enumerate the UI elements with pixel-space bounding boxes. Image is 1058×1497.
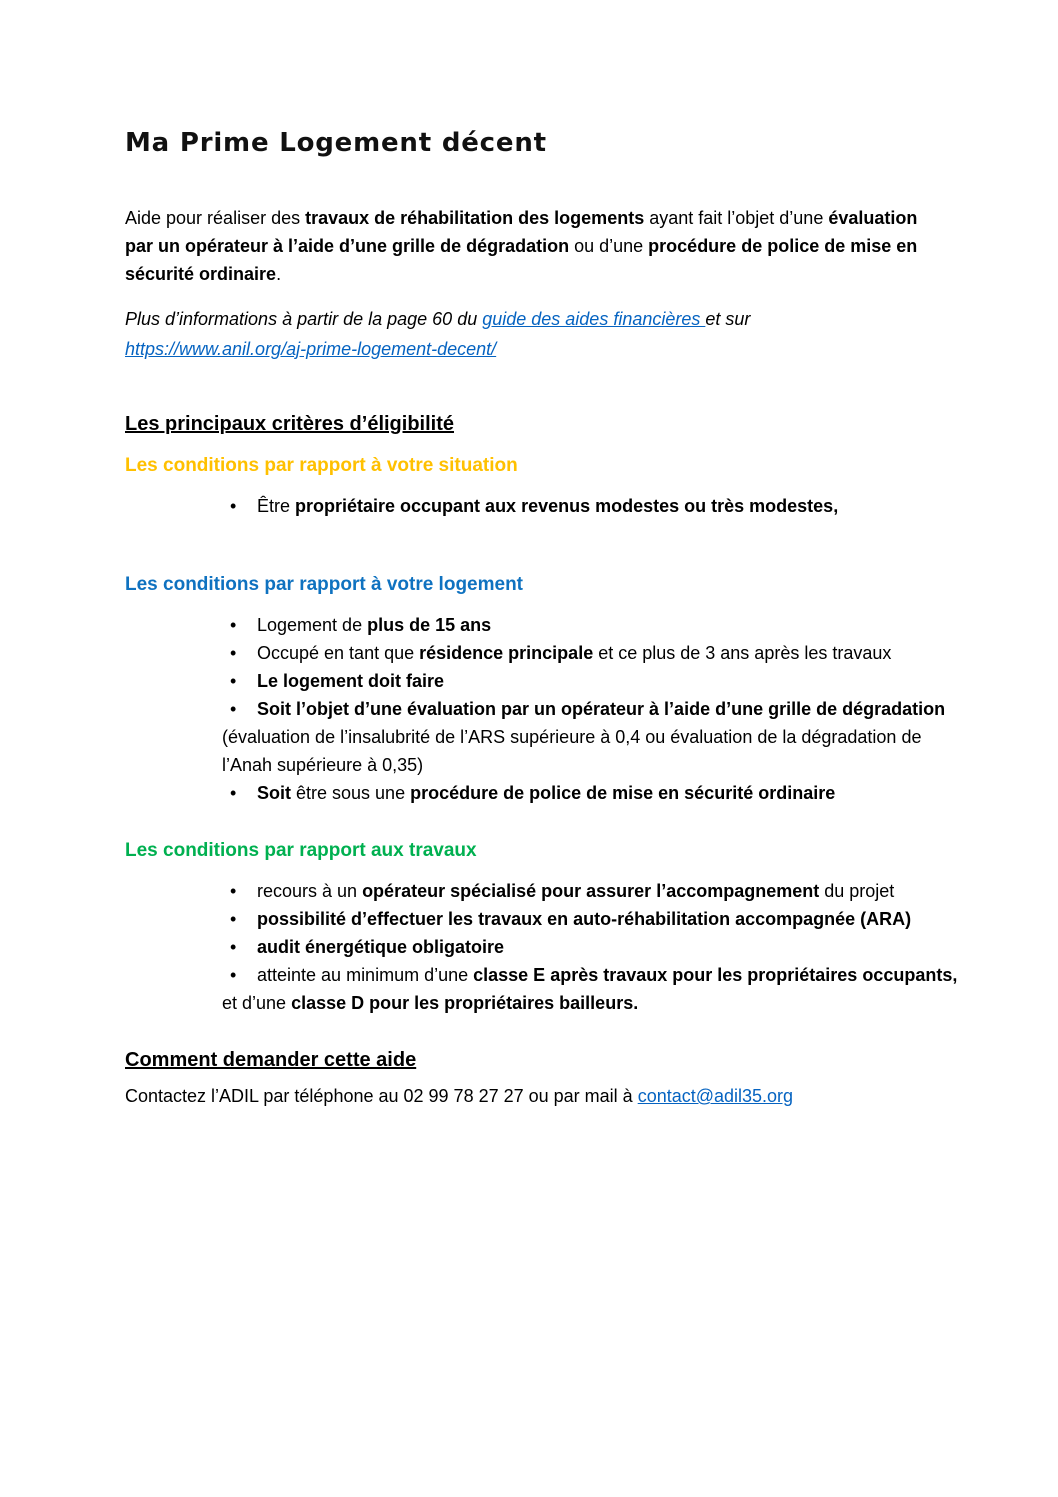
how-to-heading: Comment demander cette aide — [125, 1049, 417, 1071]
text-segment: l’Anah supérieure à 0,35) — [222, 755, 424, 775]
bullet-icon: • — [230, 615, 237, 635]
bullet-icon: • — [230, 909, 237, 929]
text-segment: être sous une — [291, 783, 411, 803]
text-segment: recours à un — [257, 881, 363, 901]
info-paragraph — [125, 304, 985, 364]
text-segment: Soit l’objet d’une évaluation par un opérateur à l’aide d’une grille de dégradation — [257, 699, 946, 719]
text-segment: Occupé en tant que — [257, 643, 420, 663]
bullet-icon: • — [230, 937, 237, 957]
contact-email-link[interactable]: contact@adil35.org — [637, 1086, 794, 1106]
bullet-item — [125, 779, 1005, 807]
text-segment: classe D pour les propriétaires bailleurs. — [291, 993, 639, 1013]
bullet-icon: • — [230, 496, 237, 516]
text-segment: classe E après travaux pour les propriétaires occupants, — [473, 965, 958, 985]
bullet-icon: • — [230, 699, 237, 719]
text-segment: Soit — [257, 783, 291, 803]
bullet-icon: • — [230, 643, 237, 663]
bullet-item — [125, 877, 1005, 905]
guide-des-aides-link[interactable]: guide des aides financières — [482, 309, 706, 329]
anil-url-link[interactable]: https://www.anil.org/aj-prime-logement-decent/ — [125, 339, 497, 359]
bullet-item — [125, 667, 1005, 695]
text-segment: et sur — [705, 309, 751, 329]
bullet-item — [125, 492, 1005, 520]
criteria-heading: Les principaux critères d’éligibilité — [125, 413, 454, 435]
text-segment: résidence principale — [419, 643, 594, 663]
bullet-item — [125, 611, 1005, 639]
text-segment: (évaluation de l’insalubrité de l’ARS supérieure à 0,4 ou évaluation de la dégradation de — [222, 727, 922, 747]
text-segment: et ce plus de 3 ans après les travaux — [593, 643, 892, 663]
text-segment: évaluation — [828, 208, 918, 228]
bullet-item — [125, 933, 1005, 961]
section-heading-travaux: Les conditions par rapport aux travaux — [125, 840, 477, 861]
text-segment: Aide pour réaliser des — [125, 208, 306, 228]
text-segment: sécurité ordinaire — [125, 264, 277, 284]
bullet-icon: • — [230, 671, 237, 691]
text-segment: et d’une — [222, 993, 292, 1013]
text-segment: Le logement doit faire — [257, 671, 445, 691]
text-segment: Être — [257, 496, 296, 516]
intro-paragraph — [125, 204, 985, 288]
page-title: Ma Prime Logement décent — [125, 128, 547, 158]
text-segment: audit énergétique obligatoire — [257, 937, 505, 957]
text-segment: opérateur spécialisé pour assurer l’accompagnement — [362, 881, 820, 901]
bullet-list-situation — [125, 492, 1005, 520]
contact-paragraph — [125, 1082, 938, 1110]
text-segment: Plus d’informations à partir de la page 60 du — [125, 309, 483, 329]
text-segment: plus de 15 ans — [367, 615, 492, 635]
text-segment: par un opérateur à l’aide d’une grille de dégradation — [125, 236, 570, 256]
text-segment: possibilité d’effectuer les travaux en auto-réhabilitation accompagnée (ARA) — [257, 909, 912, 929]
section-travaux — [125, 837, 958, 1017]
text-segment: Logement de — [257, 615, 368, 635]
text-segment: atteinte au minimum d’une — [257, 965, 474, 985]
text-segment: propriétaire occupant aux revenus modestes ou très modestes, — [295, 496, 839, 516]
text-segment: procédure de police de mise en — [648, 236, 918, 256]
text-segment: procédure de police de mise en sécurité ordinaire — [410, 783, 836, 803]
text-segment: Contactez l’ADIL par téléphone au 02 99 78 27 27 ou par mail à — [125, 1086, 638, 1106]
bullet-icon: • — [230, 783, 237, 803]
bullet-list-logement — [125, 611, 1005, 807]
bullet-item — [125, 695, 1005, 779]
text-segment: travaux de réhabilitation des logements — [305, 208, 645, 228]
section-logement — [125, 571, 946, 807]
text-segment: ayant fait l’objet d’une — [644, 208, 829, 228]
text-segment: du projet — [819, 881, 895, 901]
section-heading-logement: Les conditions par rapport à votre logement — [125, 574, 524, 595]
text-segment: . — [276, 264, 282, 284]
bullet-item — [125, 639, 1005, 667]
bullet-item — [125, 905, 1005, 933]
bullet-icon: • — [230, 965, 237, 985]
section-situation — [125, 452, 938, 520]
bullet-item — [125, 961, 1005, 1017]
bullet-icon: • — [230, 881, 237, 901]
text-segment: ou d’une — [569, 236, 649, 256]
section-heading-situation: Les conditions par rapport à votre situation — [125, 455, 518, 476]
bullet-list-travaux — [125, 877, 1005, 1017]
